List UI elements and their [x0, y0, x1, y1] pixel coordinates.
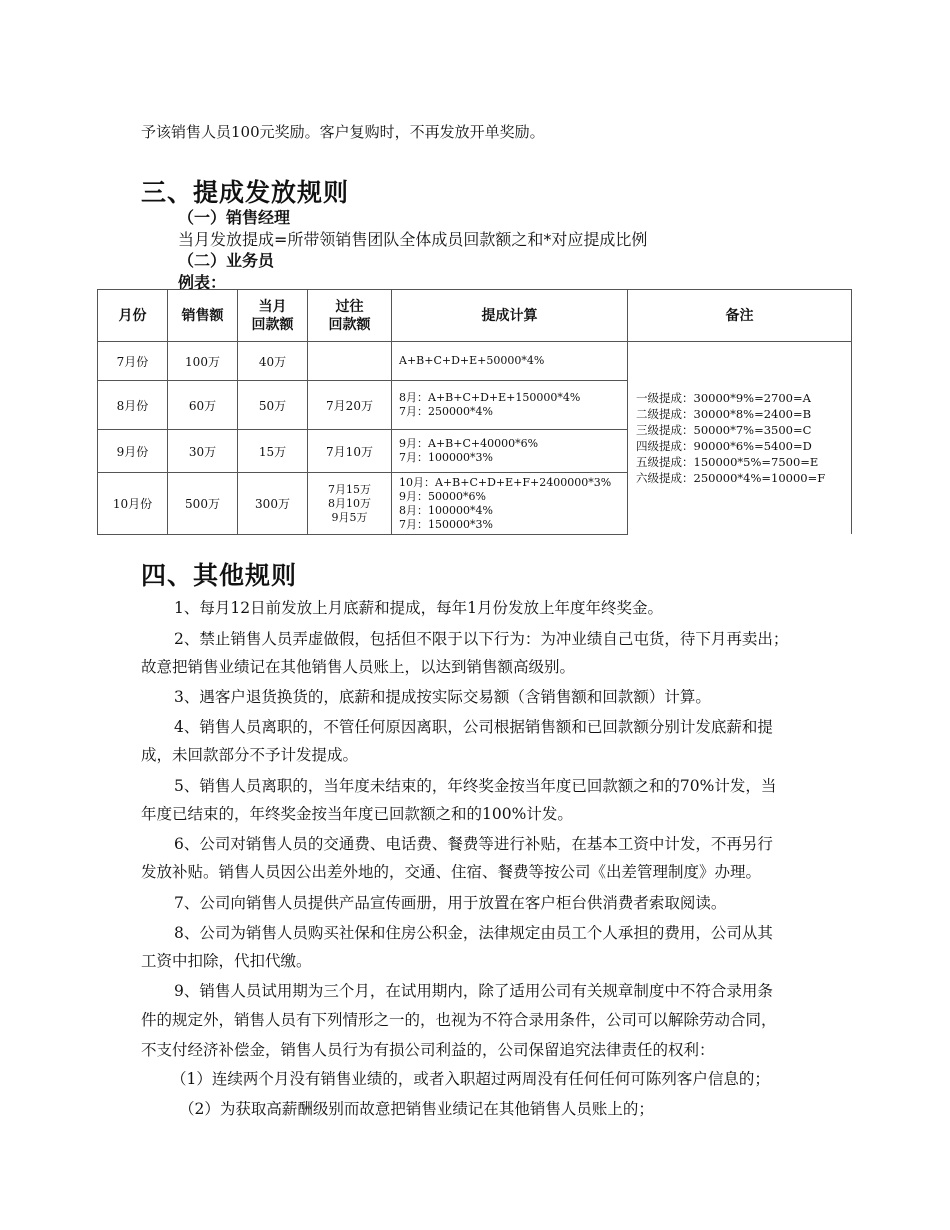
cell-past: 7月15万 8月10万 9月5万	[308, 473, 392, 535]
rule-line: 8、公司为销售人员购买社保和住房公积金，法律规定由员工个人承担的费用，公司从其	[174, 924, 773, 942]
note-line: 六级提成：250000*4%=10000=F	[636, 471, 826, 486]
section-3-title: 三、提成发放规则	[141, 178, 350, 207]
rule-line: 9、销售人员试用期为三个月，在试用期内，除了适用公司有关规章制度中不符合录用条	[174, 982, 773, 1000]
example-label: 例表：	[178, 273, 227, 292]
section-4-title: 四、其他规则	[141, 561, 298, 590]
cell-current: 40万	[238, 342, 308, 381]
rule-line: 3、遇客户退货换货的，底薪和提成按实际交易额（含销售额和回款额）计算。	[174, 688, 711, 706]
cell-month: 9月份	[98, 430, 168, 473]
note-line: 四级提成：90000*6%=5400=D	[636, 439, 812, 454]
header-month: 月份	[98, 290, 168, 342]
rule-line: （1）连续两个月没有销售业绩的，或者入职超过两周没有任何任何可陈列客户信息的；	[171, 1070, 770, 1088]
cell-sales: 60万	[168, 381, 238, 430]
rule-line: 5、销售人员离职的，当年度未结束的，年终奖金按当年度已回款额之和的70%计发，当	[174, 777, 777, 795]
header-calc: 提成计算	[392, 290, 628, 342]
note-line: 二级提成：30000*8%=2400=B	[636, 407, 812, 422]
commission-table	[97, 289, 852, 535]
cell-current: 15万	[238, 430, 308, 473]
header-current-payment: 当月 回款额	[238, 290, 308, 342]
rule-line: 工资中扣除，代扣代缴。	[141, 952, 312, 970]
table-right-border	[851, 289, 852, 534]
rule-line: 6、公司对销售人员的交通费、电话费、餐费等进行补贴，在基本工资中计发，不再另行	[174, 835, 773, 853]
cell-sales: 100万	[168, 342, 238, 381]
rule-line: 不支付经济补偿金，销售人员行为有损公司利益的，公司保留追究法律责任的权利：	[141, 1041, 715, 1059]
table-row	[98, 342, 852, 381]
cell-month: 8月份	[98, 381, 168, 430]
rule-line: 7、公司向销售人员提供产品宣传画册，用于放置在客户柜台供消费者索取阅读。	[174, 894, 727, 912]
intro-line: 予该销售人员100元奖励。客户复购时，不再发放开单奖励。	[141, 123, 545, 141]
cell-past: 7月20万	[308, 381, 392, 430]
rule-line: 2、禁止销售人员弄虚做假，包括但不限于以下行为：为冲业绩自己屯货，待下月再卖出；	[174, 630, 789, 648]
rule-line: 故意把销售业绩记在其他销售人员账上，以达到销售额高级别。	[141, 658, 576, 676]
staff-heading: （二）业务员	[178, 251, 275, 270]
header-past-payment: 过往 回款额	[308, 290, 392, 342]
header-note: 备注	[628, 290, 852, 342]
cell-current: 50万	[238, 381, 308, 430]
header-sales: 销售额	[168, 290, 238, 342]
cell-calc: 8月：A+B+C+D+E+150000*4% 7月：250000*4%	[392, 381, 628, 430]
cell-month: 10月份	[98, 473, 168, 535]
note-line: 五级提成：150000*5%=7500=E	[636, 455, 819, 470]
cell-sales: 30万	[168, 430, 238, 473]
manager-heading: （一）销售经理	[178, 208, 291, 227]
notes-cell	[628, 342, 852, 535]
cell-month: 7月份	[98, 342, 168, 381]
rule-line: 发放补贴。销售人员因公出差外地的，交通、住宿、餐费等按公司《出差管理制度》办理。	[141, 863, 762, 881]
cell-calc: 10月：A+B+C+D+E+F+2400000*3% 9月：50000*6% 8月：100000*4% 7月：150000*3%	[392, 473, 628, 535]
rule-line: （2）为获取高薪酬级别而故意把销售业绩记在其他销售人员账上的；	[179, 1100, 654, 1118]
note-line: 一级提成：30000*9%=2700=A	[636, 391, 811, 406]
cell-past	[308, 342, 392, 381]
cell-current: 300万	[238, 473, 308, 535]
cell-sales: 500万	[168, 473, 238, 535]
note-line: 三级提成：50000*7%=3500=C	[636, 423, 812, 438]
cell-calc: A+B+C+D+E+50000*4%	[392, 342, 628, 381]
rule-line: 件的规定外，销售人员有下列情形之一的，也视为不符合录用条件，公司可以解除劳动合同，	[141, 1011, 777, 1029]
rule-line: 年度已结束的，年终奖金按当年度已回款额之和的100%计发。	[141, 805, 573, 823]
rule-line: 1、每月12日前发放上月底薪和提成，每年1月份发放上年度年终奖金。	[174, 599, 663, 617]
cell-past: 7月10万	[308, 430, 392, 473]
cell-calc: 9月：A+B+C+40000*6% 7月：100000*3%	[392, 430, 628, 473]
rule-line: 4、销售人员离职的，不管任何原因离职，公司根据销售额和已回款额分别计发底薪和提	[174, 718, 773, 736]
table-header-row	[98, 290, 852, 342]
manager-formula: 当月发放提成=所带领销售团队全体成员回款额之和*对应提成比例	[178, 230, 648, 249]
rule-line: 成，未回款部分不予计发提成。	[141, 746, 359, 764]
